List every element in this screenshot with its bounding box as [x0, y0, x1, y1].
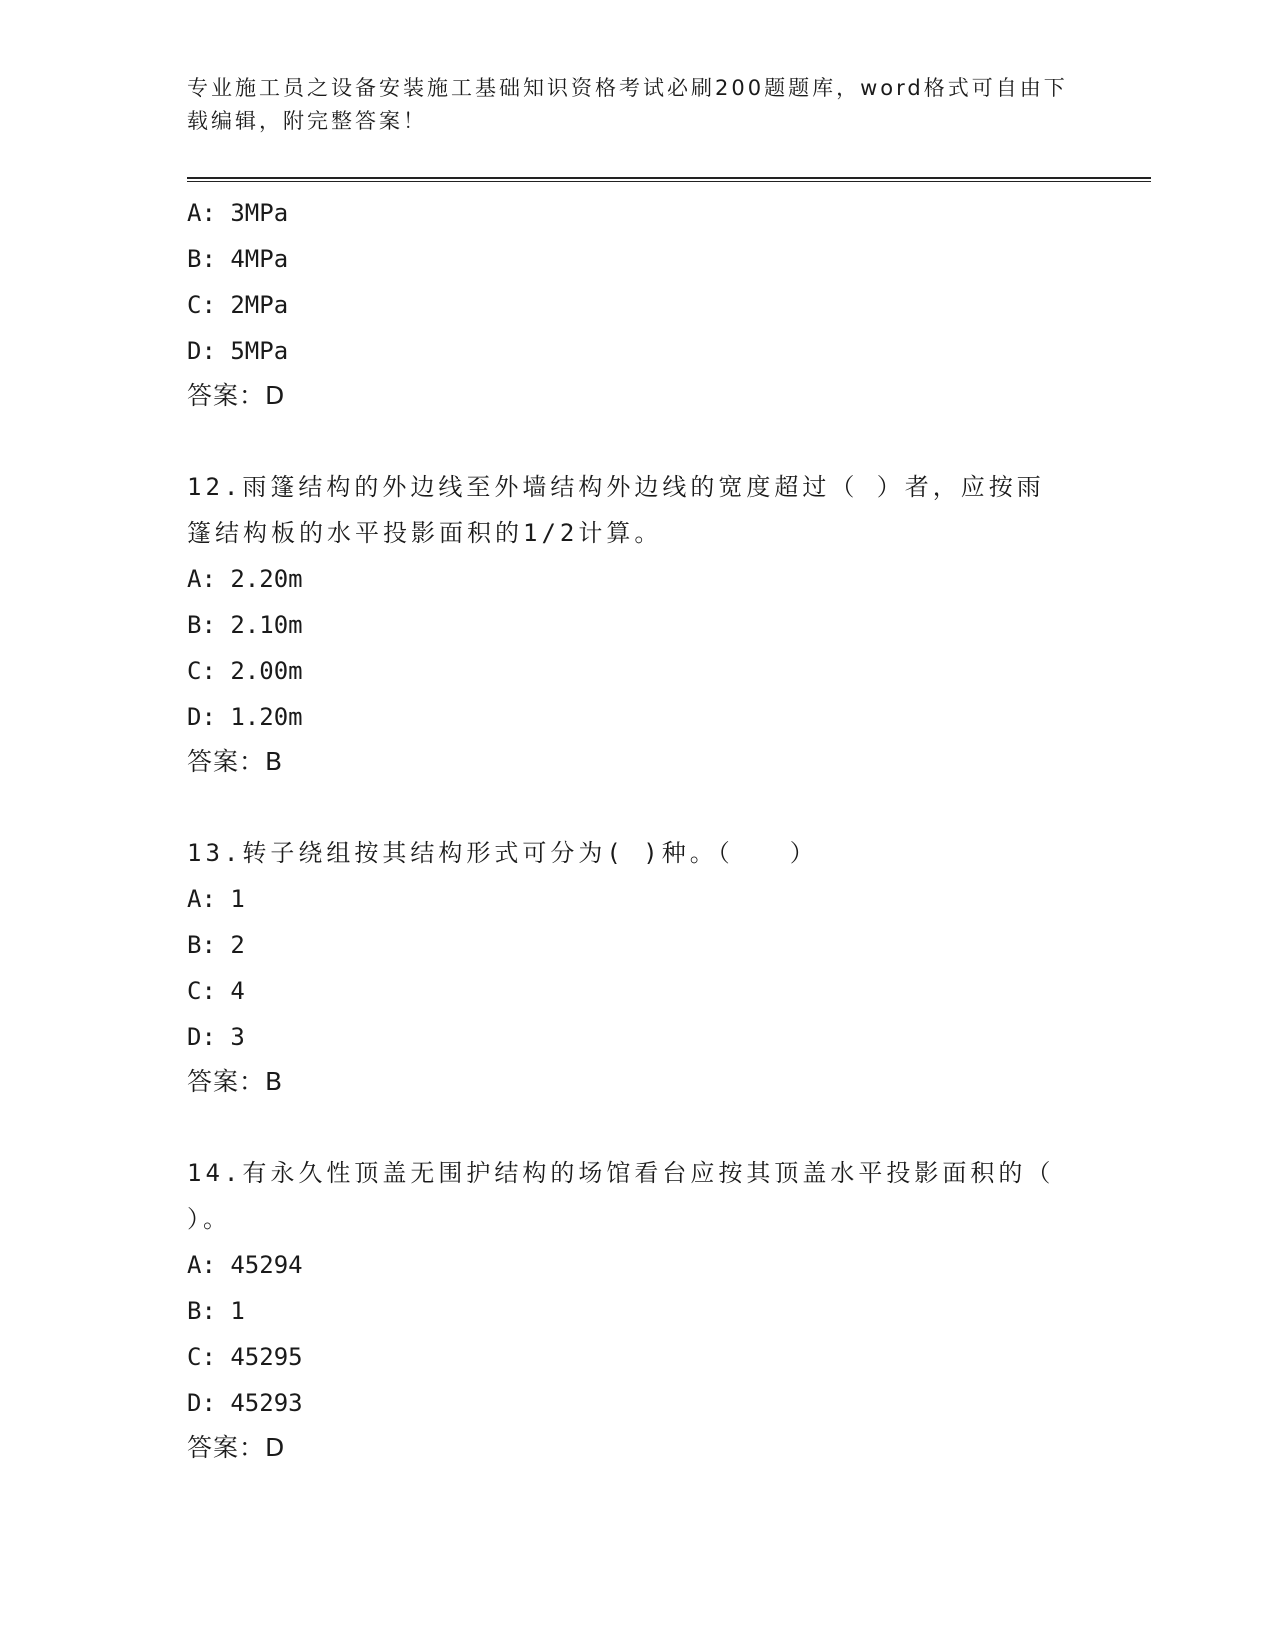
- option-d: D: 45293: [187, 1389, 303, 1417]
- document-header-title: 专业施工员之设备安装施工基础知识资格考试必刷200题题库，word格式可自由下载编辑，附完整答案！: [187, 76, 1068, 133]
- option-c: C: 2MPa: [187, 291, 289, 319]
- question-stem: 14.有永久性顶盖无围护结构的场馆看台应按其顶盖水平投影面积的（ ）。: [187, 1159, 1055, 1233]
- header-divider: [187, 177, 1151, 182]
- option-b: B: 4MPa: [187, 245, 289, 273]
- answer-line: 答案：D: [187, 1433, 286, 1462]
- question-11-continued: [187, 190, 1067, 418]
- option-a: A: 1: [187, 885, 245, 913]
- answer-line: 答案：D: [187, 381, 286, 410]
- answer-line: 答案：B: [187, 747, 284, 776]
- question-list: [187, 190, 1067, 1470]
- question-stem: 13.转子绕组按其结构形式可分为( )种。（ ）: [187, 839, 818, 867]
- option-b: B: 1: [187, 1297, 245, 1325]
- option-d: D: 3: [187, 1023, 245, 1051]
- option-b: B: 2: [187, 931, 245, 959]
- option-a: A: 2.20m: [187, 565, 303, 593]
- option-b: B: 2.10m: [187, 611, 303, 639]
- option-d: D: 5MPa: [187, 337, 289, 365]
- option-c: C: 45295: [187, 1343, 303, 1371]
- option-a: A: 3MPa: [187, 199, 289, 227]
- answer-line: 答案：B: [187, 1067, 284, 1096]
- question-stem: 12.雨篷结构的外边线至外墙结构外边线的宽度超过（ ）者，应按雨篷结构板的水平投影面积的1/2计算。: [187, 473, 1045, 547]
- option-a: A: 45294: [187, 1251, 303, 1279]
- option-d: D: 1.20m: [187, 703, 303, 731]
- question-12: [187, 464, 1067, 784]
- option-c: C: 2.00m: [187, 657, 303, 685]
- question-14: [187, 1150, 1067, 1470]
- option-c: C: 4: [187, 977, 245, 1005]
- question-13: [187, 830, 1067, 1104]
